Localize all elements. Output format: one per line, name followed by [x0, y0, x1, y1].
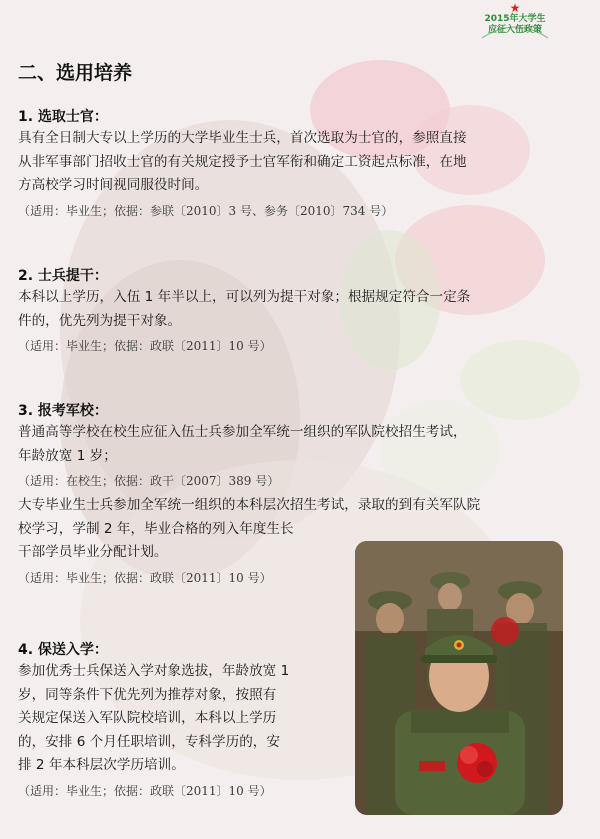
logo-line-1: 2015年大学生 [484, 14, 546, 24]
reference-note: （适用：毕业生；依据：政联〔2011〕10 号） [18, 570, 272, 585]
paragraph-line: 从非军事部门招收士官的有关规定授予士官军衔和确定工资起点标准，在地 [18, 153, 467, 170]
paragraph-line: 本科以上学历，入伍 1 年半以上，可以列为提干对象；根据规定符合一定条 [18, 289, 471, 305]
paragraph-line: 校学习，学制 2 年，毕业合格的列入年度生长 [18, 520, 294, 537]
soldiers-photo-illustration [355, 541, 563, 815]
paragraph-line: 的，安排 6 个月任职培训，专科学历的，安 [18, 733, 280, 750]
paragraph-line: 关规定保送入军队院校培训，本科以上学历 [18, 710, 277, 726]
paragraph-line: 排 2 年本科层次学历培训。 [18, 757, 185, 773]
section-promotion [18, 266, 588, 359]
reference-note: （适用：在校生；依据：政干〔2007〕389 号） [18, 474, 280, 488]
section-select-nco [18, 107, 588, 224]
paragraph-line: 件的，优先列为提干对象。 [18, 312, 182, 329]
soldiers-photo [355, 541, 563, 815]
paragraph-line: 方高校学习时间视同服役时间。 [18, 177, 209, 193]
section-title: 3. 报考军校： [18, 403, 108, 419]
section-title: 2. 士兵提干： [18, 268, 108, 284]
page-title: 二、选用培养 [18, 62, 133, 84]
paragraph-line: 岁，同等条件下优先列为推荐对象，按照有 [18, 686, 277, 703]
reference-note: （适用：毕业生；依据：政联〔2011〕10 号） [18, 339, 272, 353]
paragraph-line: 干部学员毕业分配计划。 [18, 544, 168, 560]
reference-note: （适用：毕业生；依据：政联〔2011〕10 号） [18, 783, 272, 798]
policy-logo [470, 2, 560, 44]
paragraph-line: 大专毕业生士兵参加全军统一组织的本科层次招生考试，录取的到有关军队院 [18, 497, 481, 513]
logo-arc [478, 12, 552, 42]
paragraph-line: 普通高等学校在校生应征入伍士兵参加全军统一组织的军队院校招生考试， [18, 424, 467, 440]
section-title: 1. 选取士官： [18, 109, 108, 125]
reference-note: （适用：毕业生；依据：参联〔2010〕3 号、参务〔2010〕734 号） [18, 203, 394, 218]
star-icon: ★ [509, 1, 521, 15]
paragraph-line: 具有全日制大专以上学历的大学毕业生士兵，首次选取为士官的，参照直接 [18, 130, 467, 146]
logo-line-2: 应征入伍政策 [487, 25, 542, 35]
section-title: 4. 保送入学： [18, 642, 108, 658]
paragraph-line: 年龄放宽 1 岁； [18, 447, 117, 464]
paragraph-line: 参加优秀士兵保送入学对象选拔，年龄放宽 1 [18, 663, 290, 679]
